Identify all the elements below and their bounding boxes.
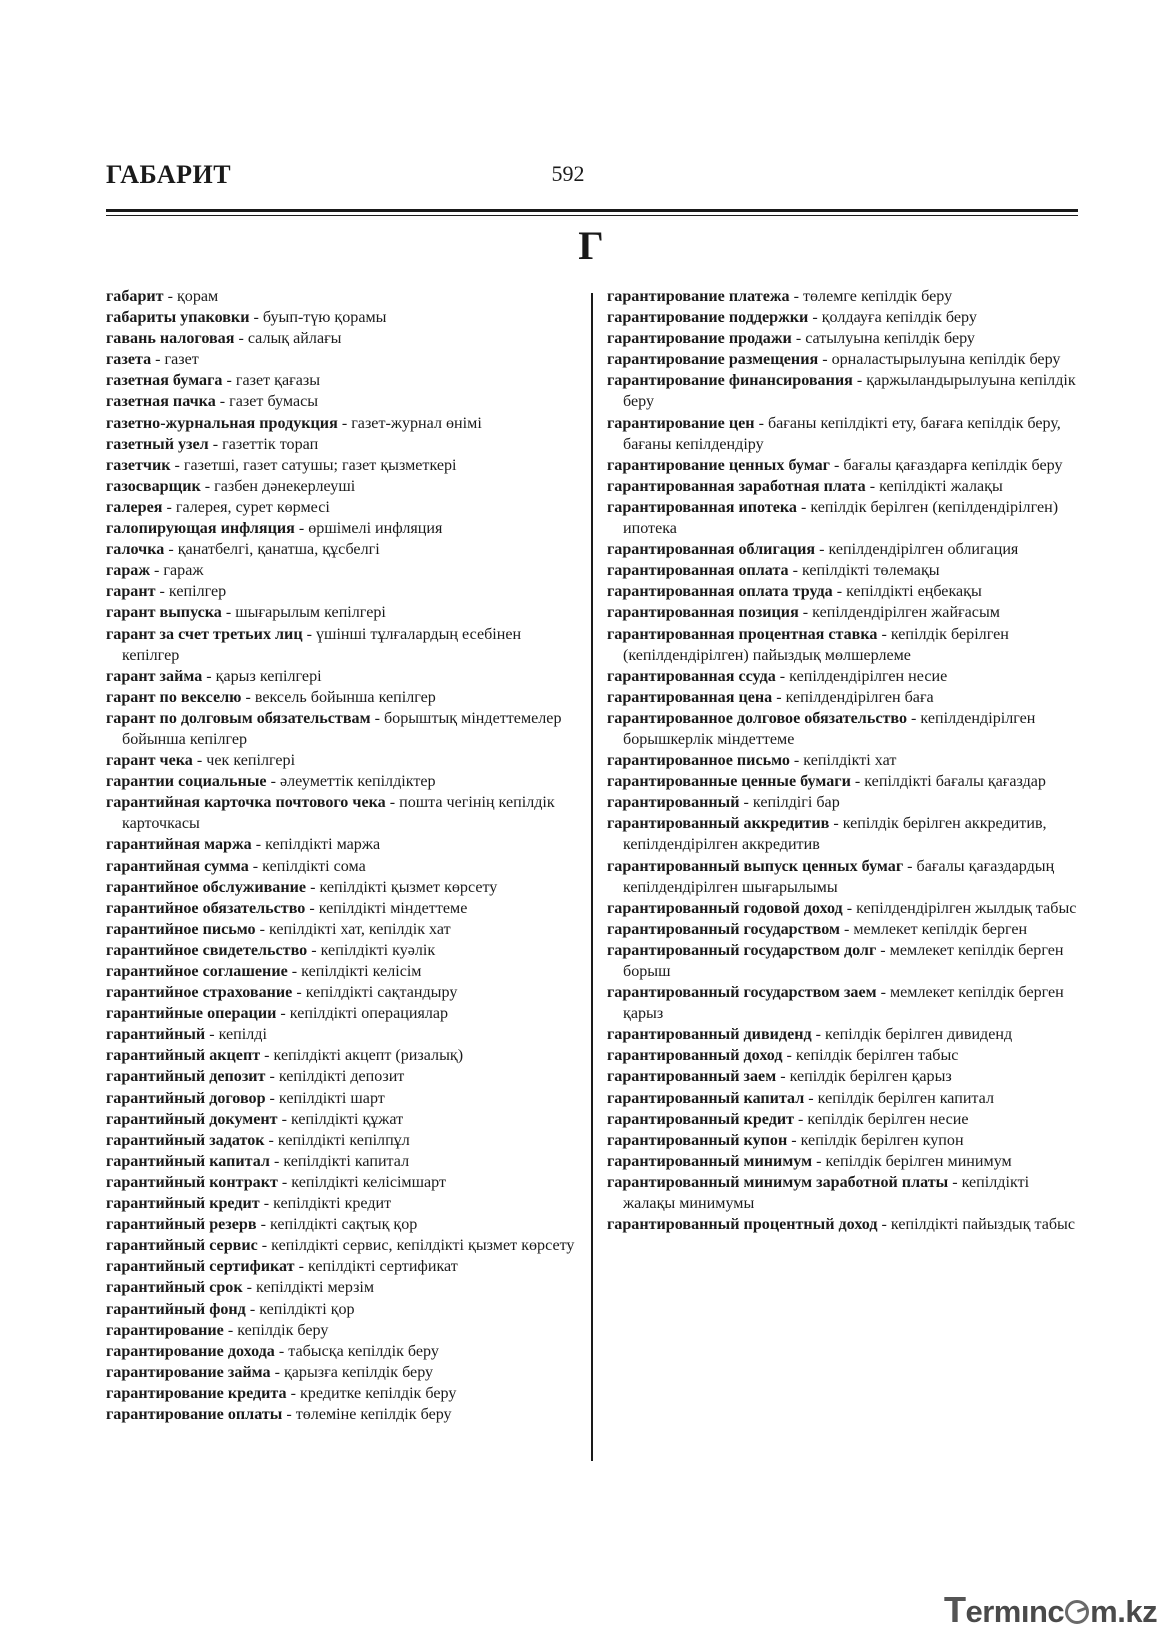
dictionary-entry	[607, 856, 1079, 898]
dictionary-entry	[106, 1383, 576, 1404]
dictionary-entry	[106, 286, 576, 307]
entry-term: гарант по долговым обязательствам	[106, 709, 371, 727]
entry-term: габариты упаковки	[106, 309, 250, 327]
dictionary-entry	[106, 518, 576, 539]
entry-term: гарантированная процентная ставка	[607, 625, 878, 643]
entry-definition: - төлеміне кепілдік беру	[282, 1405, 452, 1423]
dictionary-entry	[106, 434, 576, 455]
entry-definition: - қолдауға кепілдік беру	[808, 309, 977, 327]
dictionary-entry	[106, 602, 576, 623]
entry-term: гарант выпуска	[106, 604, 222, 622]
dictionary-entry	[106, 1151, 576, 1172]
entry-term: гарантийный сервис	[106, 1237, 258, 1255]
dictionary-entry	[106, 1172, 576, 1193]
dictionary-entry	[106, 560, 576, 581]
dictionary-entry	[106, 666, 576, 687]
entry-definition: - кепілдікті куәлік	[307, 941, 436, 959]
entry-term: гарантированная позиция	[607, 604, 799, 622]
entry-term: газета	[106, 351, 152, 369]
entry-definition: - қарызға кепілдік беру	[270, 1363, 434, 1381]
entry-definition: - газет	[151, 351, 199, 369]
left-column	[106, 286, 576, 1425]
dictionary-entry	[106, 982, 576, 1003]
entry-definition: - салық айлағы	[234, 330, 342, 348]
entry-definition: - кепілдікті акцепт (ризалық)	[260, 1047, 464, 1065]
entry-term: гарантированная оплата	[607, 562, 789, 580]
entry-definition: - кепілгер	[155, 583, 227, 601]
dictionary-entry	[106, 1362, 576, 1383]
dictionary-entry	[607, 1151, 1079, 1172]
dictionary-entry	[607, 982, 1079, 1024]
entry-definition: - кепілдендірілген борышкерлік міндеттеме	[623, 709, 1036, 748]
entry-definition: - өршімелі инфляция	[294, 520, 443, 538]
entry-definition: - кредитке кепілдік беру	[286, 1384, 457, 1402]
dictionary-entry	[106, 898, 576, 919]
entry-term: гарантированный государством заем	[607, 984, 877, 1002]
entry-term: гарантированная ипотека	[607, 498, 797, 516]
entry-definition: - кепілдікті келісім	[287, 963, 422, 980]
entry-term: гарантийное соглашение	[106, 963, 288, 980]
entry-term: гарантийное страхование	[106, 984, 293, 1002]
dictionary-entry	[607, 539, 1079, 560]
entry-term: гарантированная ссуда	[607, 667, 776, 685]
entry-term: гарантированный купон	[607, 1131, 788, 1149]
entry-definition: - қанатбелгі, қанатша, құсбелгі	[164, 541, 380, 559]
entry-definition: - сатылуына кепілдік беру	[791, 330, 975, 348]
dictionary-entry	[106, 307, 576, 328]
dictionary-entry	[106, 391, 576, 412]
dictionary-entry	[607, 413, 1079, 455]
header-rule-thick	[106, 209, 1078, 212]
entry-definition: - кепілдікті құжат	[277, 1110, 404, 1128]
dictionary-entry	[607, 1024, 1079, 1045]
entry-term: гарантийный кредит	[106, 1195, 260, 1213]
entry-term: гараж	[106, 562, 151, 580]
dictionary-entry	[106, 792, 576, 834]
entry-term: газосварщик	[106, 477, 201, 495]
entry-term: гарантийный документ	[106, 1110, 278, 1128]
entry-definition: - кепілдік берілген қарыз	[776, 1068, 952, 1086]
entry-term: гарантирование платежа	[607, 288, 790, 305]
entry-definition: - кепілдікті пайыздық табыс	[877, 1216, 1075, 1234]
entry-term: гарантийный задаток	[106, 1131, 265, 1149]
dictionary-entry	[607, 666, 1079, 687]
entry-term: гарантированный заем	[607, 1068, 777, 1086]
entry-term: гарантийный срок	[106, 1279, 243, 1297]
entry-term: гарантирование займа	[106, 1363, 271, 1381]
entry-term: гарантийное письмо	[106, 920, 256, 938]
entry-term: гарантийное обслуживание	[106, 878, 307, 896]
entry-term: гарантированный	[607, 794, 740, 812]
dictionary-entry	[106, 1256, 576, 1277]
entry-term: гарантирование поддержки	[607, 309, 809, 327]
dictionary-entry	[106, 1088, 576, 1109]
entry-term: гарантирование	[106, 1321, 224, 1339]
entry-definition: - қорам	[163, 288, 219, 305]
header-rule-thin	[106, 215, 1078, 216]
entry-definition: - гараж	[150, 562, 204, 580]
dictionary-entry	[106, 961, 576, 982]
entry-term: гарантированный кредит	[607, 1110, 795, 1128]
entry-definition: - әлеуметтік кепілдіктер	[266, 773, 436, 791]
dictionary-entry	[607, 1088, 1079, 1109]
entry-term: гарантированный капитал	[607, 1089, 805, 1107]
entry-definition: - кепілдік берілген несие	[794, 1110, 969, 1128]
entry-term: гарантирование размещения	[607, 351, 819, 369]
entry-term: газетчик	[106, 456, 171, 474]
entry-definition: - кепілдік берілген минимум	[812, 1152, 1012, 1170]
entry-definition: - кепілдік берілген дивиденд	[811, 1026, 1013, 1044]
entry-definition: - бағалы қағаздарға кепілдік беру	[829, 456, 1063, 474]
entry-definition: - галерея, сурет көрмесі	[162, 498, 330, 516]
entry-definition: - мемлекет кепілдік берген борыш	[623, 941, 1064, 980]
entry-term: гарантийный капитал	[106, 1152, 270, 1170]
entry-term: гарантийный депозит	[106, 1068, 266, 1086]
dictionary-entry	[607, 687, 1079, 708]
entry-definition: - кепілдікті келісімшарт	[277, 1173, 447, 1191]
entry-term: гарант чека	[106, 752, 193, 770]
dictionary-entry	[106, 1130, 576, 1151]
entry-term: гарантийный контракт	[106, 1173, 278, 1191]
entry-definition: - кепілдікті хат, кепілдік хат	[255, 920, 451, 938]
dictionary-entry	[106, 497, 576, 518]
entry-definition: - кепілдікті қор	[245, 1300, 355, 1318]
entry-definition: - бағалы қағаздардың кепілдендірілген шығарылымы	[623, 857, 1055, 896]
dictionary-entry	[607, 476, 1079, 497]
entry-term: гарантирование финансирования	[607, 372, 853, 390]
entry-term: габарит	[106, 288, 164, 305]
entry-term: гарантийный фонд	[106, 1300, 246, 1318]
entry-term: галочка	[106, 541, 165, 559]
entry-term: гарантированные ценные бумаги	[607, 773, 851, 791]
entry-term: гарантийная маржа	[106, 836, 252, 854]
entry-definition: - кепілдігі бар	[739, 794, 840, 812]
entry-term: галерея	[106, 498, 163, 516]
entry-term: гарантированный минимум	[607, 1152, 813, 1170]
entry-definition: - үшінші тұлғалардың есебінен кепілгер	[122, 625, 522, 664]
dictionary-entry	[607, 1130, 1079, 1151]
entry-definition: - кепілдікті капитал	[269, 1152, 410, 1170]
dictionary-entry	[607, 286, 1079, 307]
entry-term: гарантии социальные	[106, 773, 267, 791]
entry-term: газетный узел	[106, 435, 209, 453]
entry-definition: - чек кепілгері	[192, 752, 296, 770]
entry-term: гарант по векселю	[106, 688, 242, 706]
entry-term: гарантийный акцепт	[106, 1047, 261, 1065]
entry-term: гарантийный резерв	[106, 1216, 257, 1234]
dictionary-entry	[106, 539, 576, 560]
entry-definition: - кепілдендірілген несие	[775, 667, 948, 685]
entry-definition: - кепілдік берілген капитал	[804, 1089, 994, 1107]
entry-term: гарантийные операции	[106, 1005, 277, 1023]
dictionary-entry	[106, 328, 576, 349]
entry-term: гарантирование кредита	[106, 1384, 287, 1402]
entry-definition: - газетші, газет сатушы; газет қызметкері	[170, 456, 457, 474]
entry-term: галопирующая инфляция	[106, 520, 295, 538]
dictionary-entry	[106, 856, 576, 877]
dictionary-entry	[106, 624, 576, 666]
entry-definition: - кепілдікті сертификат	[294, 1258, 458, 1276]
logo-o-icon	[1065, 1600, 1089, 1624]
entry-definition: - газеттік торап	[208, 435, 319, 453]
entry-term: гарантийное свидетельство	[106, 941, 308, 959]
entry-term: гарант	[106, 583, 156, 601]
entry-term: гарантийный	[106, 1026, 206, 1044]
dictionary-entry	[607, 328, 1079, 349]
dictionary-entry	[106, 1404, 576, 1425]
entry-definition: - кепілдікті кепілпұл	[264, 1131, 410, 1149]
entry-term: гарантированный доход	[607, 1047, 783, 1065]
dictionary-entry	[106, 455, 576, 476]
entry-term: гарантированный выпуск ценных бумаг	[607, 857, 904, 875]
entry-definition: - кепілдікті маржа	[251, 836, 381, 854]
termincom-logo: Termınc m.kz	[944, 1589, 1158, 1630]
section-letter: Г	[578, 223, 604, 268]
dictionary-entry	[607, 624, 1079, 666]
dictionary-entry	[106, 750, 576, 771]
entry-definition: - орналастырылуына кепілдік беру	[818, 351, 1061, 369]
dictionary-entry	[607, 708, 1079, 750]
dictionary-entry	[106, 1193, 576, 1214]
dictionary-entry	[106, 1341, 576, 1362]
entry-definition: - кепілдік берілген табыс	[782, 1047, 959, 1065]
entry-definition: - кепілдік беру	[223, 1321, 329, 1339]
dictionary-entry	[106, 1109, 576, 1130]
entry-term: гарантированный государством	[607, 920, 840, 938]
dictionary-entry	[607, 349, 1079, 370]
dictionary-entry	[106, 771, 576, 792]
entry-definition: - кепілдікті төлемақы	[788, 562, 940, 580]
dictionary-entry	[607, 497, 1079, 539]
entry-term: гарантирование цен	[607, 414, 755, 432]
dictionary-entry	[106, 708, 576, 750]
dictionary-entry	[106, 919, 576, 940]
dictionary-entry	[607, 940, 1079, 982]
entry-definition: - мемлекет кепілдік берген	[839, 920, 1028, 938]
dictionary-entry	[106, 476, 576, 497]
entry-term: гарантийный сертификат	[106, 1258, 295, 1276]
dictionary-entry	[607, 1214, 1079, 1235]
entry-term: газетно-журнальная продукция	[106, 414, 338, 432]
entry-term: гарантированный процентный доход	[607, 1216, 878, 1234]
entry-term: гарантированное долговое обязательство	[607, 709, 908, 727]
dictionary-entry	[607, 1109, 1079, 1130]
entry-definition: - газбен дәнекерлеуші	[200, 477, 356, 495]
entry-definition: - кепілдікті сома	[248, 857, 366, 875]
dictionary-entry	[106, 1003, 576, 1024]
dictionary-entry	[106, 834, 576, 855]
entry-term: гарантирование ценных бумаг	[607, 456, 830, 474]
entry-term: гарантированный годовой доход	[607, 899, 843, 917]
entry-definition: - газет бумасы	[215, 393, 319, 411]
dictionary-entry	[106, 1024, 576, 1045]
entry-definition: - пошта чегінің кепілдік карточкасы	[122, 794, 555, 833]
dictionary-entry	[607, 602, 1079, 623]
entry-definition: - кепілдендірілген жайғасым	[798, 604, 1000, 622]
entry-term: гарантированный минимум заработной платы	[607, 1173, 949, 1191]
entry-definition: - кепілдікті операциялар	[276, 1005, 449, 1023]
entry-definition: - кепілдікті жалақы минимумы	[623, 1173, 1030, 1213]
entry-definition: - буып-түю қорамы	[249, 309, 387, 327]
running-head: ГАБАРИТ	[106, 160, 232, 189]
entry-term: гарантийное обязательство	[106, 899, 306, 917]
dictionary-entry	[106, 1299, 576, 1320]
entry-definition: - кепілдік берілген аккредитив, кепілдендірілген аккредитив	[623, 815, 1047, 854]
entry-term: гарантированная заработная плата	[607, 477, 866, 495]
entry-definition: - кепілдікті сервис, кепілдікті қызмет көрсету	[257, 1237, 575, 1255]
entry-term: гарант за счет третьих лиц	[106, 625, 303, 643]
page-number: 592	[551, 161, 585, 186]
entry-term: гарантированная облигация	[607, 541, 816, 559]
entry-term: гарантированный дивиденд	[607, 1026, 812, 1044]
entry-definition: - кепілдікті еңбекақы	[832, 583, 982, 601]
entry-definition: - кепілдендірілген баға	[772, 688, 934, 706]
entry-definition: - қарыз кепілгері	[202, 667, 322, 685]
dictionary-entry	[607, 455, 1079, 476]
entry-definition: - кепілдікті бағалы қағаздар	[850, 773, 1046, 791]
entry-definition: - кепілдікті шарт	[265, 1089, 385, 1107]
entry-definition: - бағаны кепілдікті ету, бағаға кепілдік беру, бағаны кепілдендіру	[623, 414, 1061, 453]
entry-definition: - кепілдікті сақтық қор	[256, 1216, 418, 1234]
dictionary-entry	[106, 349, 576, 370]
dictionary-entry	[607, 771, 1079, 792]
entry-term: гарантийная сумма	[106, 857, 249, 875]
entry-definition: - кепілдікті кредит	[259, 1195, 392, 1213]
dictionary-entry	[106, 1066, 576, 1087]
dictionary-entry	[607, 1172, 1079, 1214]
entry-term: гарантирование оплаты	[106, 1405, 283, 1423]
entry-definition: - кепілдік берілген (кепілдендірілген) пайыздық мөлшерлеме	[623, 625, 1009, 664]
entry-definition: - кепілдік берілген купон	[787, 1131, 964, 1149]
entry-definition: - кепілдікті қызмет көрсету	[306, 878, 498, 896]
entry-term: газетная бумага	[106, 372, 223, 390]
dictionary-entry	[607, 750, 1079, 771]
entry-definition: - табысқа кепілдік беру	[274, 1342, 439, 1360]
entry-term: гарантированный государством долг	[607, 941, 877, 959]
dictionary-entry	[607, 581, 1079, 602]
dictionary-entry	[106, 1045, 576, 1066]
dictionary-entry	[607, 919, 1079, 940]
column-divider	[591, 293, 593, 1461]
dictionary-entry	[106, 1277, 576, 1298]
entry-term: гавань налоговая	[106, 330, 235, 348]
entry-definition: - кепілдікті міндеттеме	[305, 899, 468, 917]
entry-definition: - кепілдікті сақтандыру	[292, 984, 458, 1002]
entry-definition: - вексель бойынша кепілгер	[241, 688, 436, 706]
dictionary-entry	[106, 1320, 576, 1341]
dictionary-entry	[607, 898, 1079, 919]
entry-term: гарантированное письмо	[607, 752, 790, 770]
dictionary-entry	[106, 940, 576, 961]
dictionary-entry	[607, 792, 1079, 813]
entry-term: гарантирование продажи	[607, 330, 792, 348]
entry-term: гарантированная цена	[607, 688, 773, 706]
entry-term: гарантирование дохода	[106, 1342, 275, 1360]
dictionary-entry	[607, 1066, 1079, 1087]
entry-definition: - кепілдікті мерзім	[242, 1279, 375, 1297]
entry-term: гарантированная оплата труда	[607, 583, 833, 601]
entry-term: гарант займа	[106, 667, 203, 685]
entry-term: гарантийный договор	[106, 1089, 266, 1107]
dictionary-entry	[607, 560, 1079, 581]
entry-definition: - газет-журнал өнімі	[337, 414, 482, 432]
entry-term: гарантийная карточка почтового чека	[106, 794, 386, 812]
dictionary-entry	[106, 1235, 576, 1256]
dictionary-entry	[106, 1214, 576, 1235]
dictionary-entry	[106, 413, 576, 434]
entry-definition: - кепілдікті депозит	[265, 1068, 405, 1086]
entry-definition: - мемлекет кепілдік берген қарыз	[623, 984, 1064, 1023]
entry-definition: - кепілдендірілген облигация	[815, 541, 1019, 559]
dictionary-entry	[607, 813, 1079, 855]
dictionary-entry	[607, 1045, 1079, 1066]
entry-definition: - төлемге кепілдік беру	[789, 288, 953, 305]
dictionary-entry	[106, 581, 576, 602]
entry-definition: - кепілдікті жалақы	[865, 477, 1003, 495]
entry-definition: - қаржыландырылуына кепілдік беру	[623, 372, 1076, 411]
dictionary-entry	[106, 687, 576, 708]
dictionary-entry	[607, 307, 1079, 328]
entry-term: газетная пачка	[106, 393, 216, 411]
entry-definition: - кепілдік берілген (кепілдендірілген) ипотека	[623, 498, 1059, 538]
entry-definition: - кепілдікті хат	[789, 752, 897, 770]
dictionary-entry	[106, 370, 576, 391]
dictionary-entry	[106, 877, 576, 898]
entry-definition: - шығарылым кепілгері	[221, 604, 386, 622]
entry-term: гарантированный аккредитив	[607, 815, 830, 833]
entry-definition: - борыштық міндеттемелер бойынша кепілгер	[122, 709, 562, 748]
dictionary-entry	[607, 370, 1079, 412]
entry-definition: - кепілдендірілген жылдық табыс	[842, 899, 1077, 917]
entry-definition: - кепілді	[205, 1026, 267, 1044]
entry-definition: - газет қағазы	[222, 372, 321, 390]
right-column	[607, 286, 1079, 1235]
